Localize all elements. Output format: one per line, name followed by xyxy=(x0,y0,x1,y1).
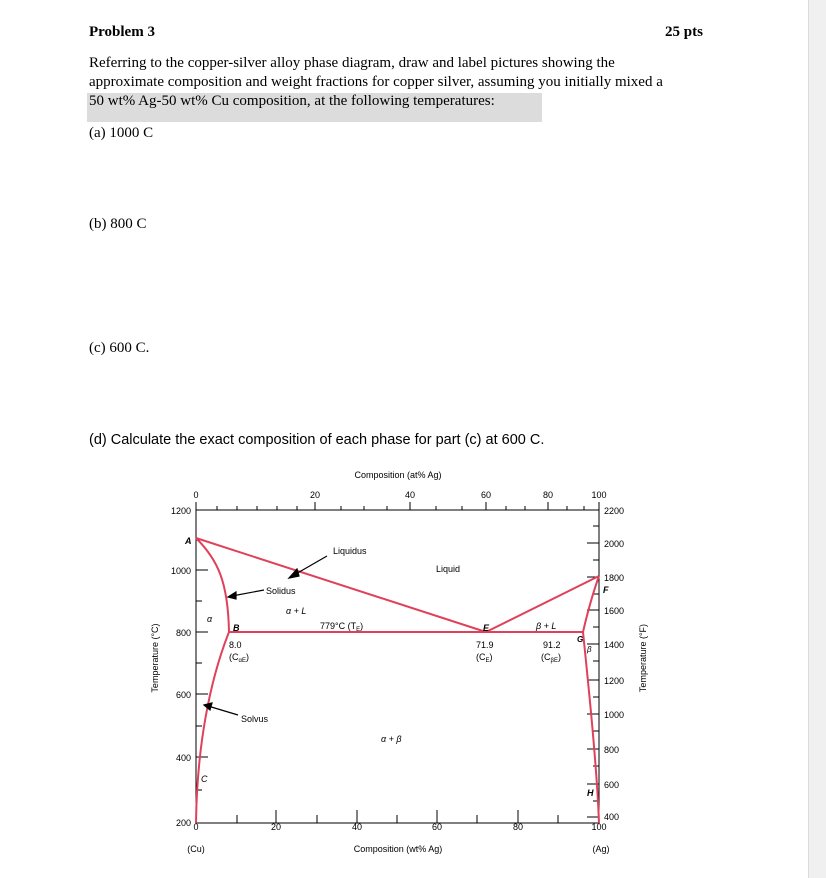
comp-b-close: ) xyxy=(245,652,249,662)
comp-g-symbol xyxy=(541,652,561,664)
left-tick-600: 600 xyxy=(175,690,191,700)
eutectic-temp-sub: E xyxy=(356,627,361,633)
solidus-right xyxy=(583,576,599,632)
left-tick-1200: 1200 xyxy=(170,506,191,516)
left-ticks xyxy=(196,510,208,790)
comp-b-sym: (C xyxy=(229,652,239,662)
right-tick-2000: 2000 xyxy=(604,539,625,549)
prompt-line-2: approximate composition and weight fractions for copper silver, assuming you initially mixed a xyxy=(89,74,663,90)
top-axis-title: Composition (at% Ag) xyxy=(354,470,442,480)
part-b: (b) 800 C xyxy=(89,216,147,232)
point-c-label: C xyxy=(201,774,208,784)
comp-b-value: 8.0 xyxy=(229,640,242,650)
beta-label: β xyxy=(587,645,592,654)
liquid-label: Liquid xyxy=(436,564,461,574)
eutectic-temp-text: 779°C (T xyxy=(320,621,357,631)
point-h-label: H xyxy=(587,788,594,798)
prompt-line-3: 50 wt% Ag-50 wt% Cu composition, at the following temperatures: xyxy=(89,93,495,109)
point-g-label: G xyxy=(577,635,584,644)
left-tick-1000: 1000 xyxy=(170,566,191,576)
right-tick-1600: 1600 xyxy=(604,606,625,616)
ag-end-label: (Ag) xyxy=(592,844,610,854)
point-b-label: B xyxy=(233,623,240,633)
right-tick-800: 800 xyxy=(604,745,620,755)
right-tick-1400: 1400 xyxy=(604,640,625,650)
part-c: (c) 600 C. xyxy=(89,340,150,356)
alpha-beta-label: α + β xyxy=(381,734,402,744)
part-a: (a) 1000 C xyxy=(89,125,154,141)
top-tick-60: 60 xyxy=(480,490,492,500)
bottom-axis-title: Composition (wt% Ag) xyxy=(353,844,443,854)
solvus-label: Solvus xyxy=(241,714,269,724)
point-a-label: A xyxy=(185,536,192,546)
eutectic-temp-close: ) xyxy=(360,621,364,631)
liquidus-label: Liquidus xyxy=(333,546,367,556)
solvus-left xyxy=(196,632,229,823)
comp-g-sym: (C xyxy=(541,652,551,662)
comp-e-symbol xyxy=(476,652,493,664)
bottom-tick-80: 80 xyxy=(512,822,524,832)
right-tick-1200: 1200 xyxy=(604,676,625,686)
top-tick-80: 80 xyxy=(542,490,554,500)
comp-g-sub: βE xyxy=(550,658,558,664)
bottom-tick-0: 0 xyxy=(193,822,199,832)
right-tick-400: 400 xyxy=(604,812,620,822)
points-label: 25 pts xyxy=(665,24,703,40)
left-axis-title: Temperature (°C) xyxy=(150,623,160,693)
part-d: (d) Calculate the exact composition of each phase for part (c) at 600 C. xyxy=(89,432,545,448)
left-tick-200: 200 xyxy=(175,818,191,828)
top-tick-0: 0 xyxy=(193,490,199,500)
bottom-ticks xyxy=(196,810,599,823)
left-tick-400: 400 xyxy=(175,753,191,763)
solidus-left xyxy=(196,538,229,632)
comp-e-close: ) xyxy=(489,652,493,662)
prompt-line-1: Referring to the copper-silver alloy phase diagram, draw and label pictures showing the xyxy=(89,55,615,71)
top-tick-40: 40 xyxy=(404,490,416,500)
problem-prompt xyxy=(89,54,714,111)
top-tick-100: 100 xyxy=(591,490,607,500)
right-tick-600: 600 xyxy=(604,780,620,790)
point-e-label: E xyxy=(483,623,490,633)
problem-title: Problem 3 xyxy=(89,24,155,40)
solidus-label: Solidus xyxy=(266,586,296,596)
cu-end-label: (Cu) xyxy=(187,844,205,854)
right-tick-1000: 1000 xyxy=(604,710,625,720)
comp-g-value: 91.2 xyxy=(543,640,561,650)
right-axis-title: Temperature (°F) xyxy=(638,623,648,693)
bottom-tick-20: 20 xyxy=(270,822,282,832)
alpha-label: α xyxy=(207,614,213,624)
alpha-l-label: α + L xyxy=(286,606,307,616)
bottom-tick-100: 100 xyxy=(591,822,607,832)
point-f-label: F xyxy=(603,585,609,595)
comp-b-sub: αE xyxy=(238,658,246,664)
top-tick-20: 20 xyxy=(309,490,321,500)
comp-e-sym: (C xyxy=(476,652,486,662)
beta-l-label: β + L xyxy=(536,621,557,631)
phase-diagram xyxy=(0,458,826,878)
comp-e-sub: E xyxy=(485,658,490,664)
right-tick-2200: 2200 xyxy=(604,506,625,516)
comp-g-close: ) xyxy=(557,652,561,662)
right-tick-1800: 1800 xyxy=(604,573,625,583)
right-ticks xyxy=(587,510,599,817)
comp-e-value: 71.9 xyxy=(476,640,494,650)
left-tick-800: 800 xyxy=(175,628,191,638)
bottom-tick-40: 40 xyxy=(351,822,363,832)
top-ticks xyxy=(196,502,599,510)
comp-b-symbol xyxy=(229,652,249,664)
bottom-tick-60: 60 xyxy=(431,822,443,832)
phase-boundaries xyxy=(196,538,599,823)
vertical-scrollbar[interactable] xyxy=(808,0,826,878)
